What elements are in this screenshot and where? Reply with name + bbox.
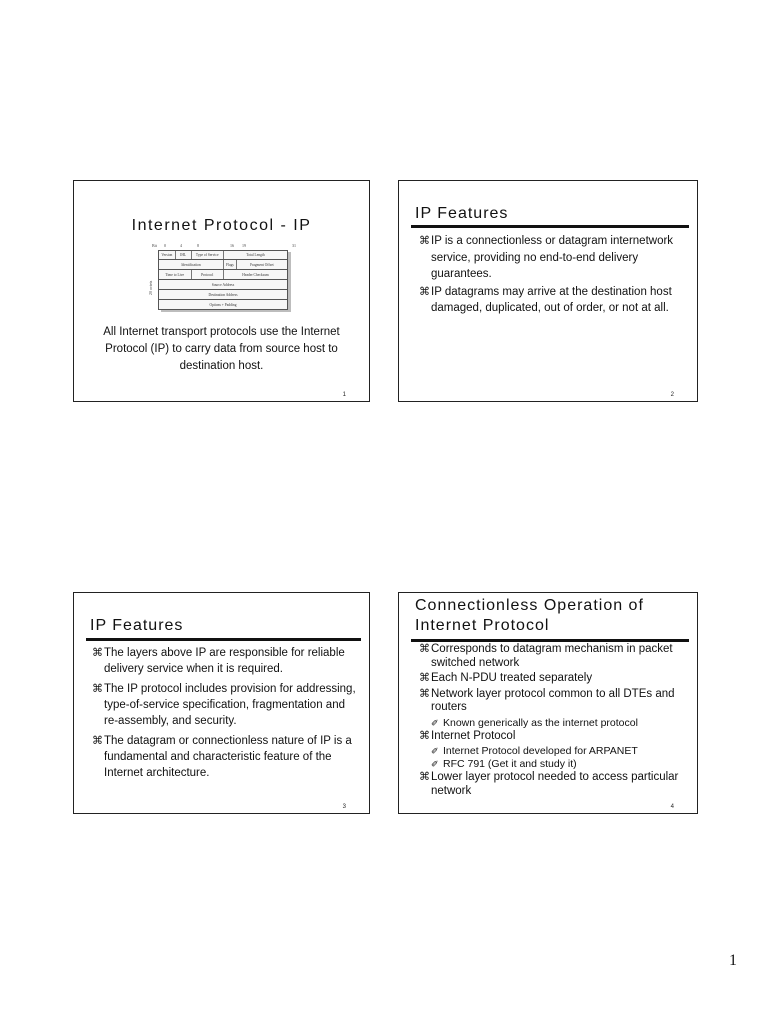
slide-2 bbox=[398, 180, 698, 402]
bullet-text: Each N-PDU treated separately bbox=[431, 672, 593, 684]
header-field: Time to Live bbox=[159, 270, 192, 279]
slide-number: 3 bbox=[342, 804, 346, 810]
bullet-text: IP is a connectionless or datagram internetwork service, providing no end-to-end delivery guarantees. bbox=[431, 235, 674, 280]
title-divider bbox=[411, 225, 689, 228]
header-row bbox=[158, 260, 288, 270]
sub-bullet-item bbox=[417, 758, 689, 771]
title-divider bbox=[411, 639, 689, 642]
bit-label: Bit bbox=[152, 243, 157, 248]
sub-bullet-text: RFC 791 (Get it and study it) bbox=[443, 758, 577, 770]
slide-title: IP Features bbox=[415, 205, 509, 222]
sub-bullet-text: Internet Protocol developed for ARPANET bbox=[443, 745, 638, 757]
header-row bbox=[158, 250, 288, 260]
slide-title: IP Features bbox=[90, 617, 184, 634]
side-label: 20 octets bbox=[148, 280, 153, 295]
slide-caption: All Internet transport protocols use the Internet Protocol (IP) to carry data from source host to destination host. bbox=[103, 326, 340, 372]
header-field: Header Checksum bbox=[242, 272, 269, 277]
slide-number: 2 bbox=[670, 392, 674, 398]
header-field: Identification bbox=[159, 260, 224, 269]
slide-number: 1 bbox=[342, 392, 346, 398]
header-field: Type of Service bbox=[192, 251, 225, 259]
bullet-text: The datagram or connectionless nature of IP is a fundamental and characteristic feature of the Internet architecture. bbox=[104, 735, 352, 779]
bullet-item bbox=[90, 681, 359, 729]
slide-title: Connectionless Operation of Internet Protocol bbox=[415, 597, 644, 634]
slide-3 bbox=[73, 592, 370, 814]
page-number: 1 bbox=[729, 952, 737, 969]
bullet-item bbox=[417, 730, 689, 744]
header-row bbox=[158, 270, 288, 280]
bit-tick: 8 bbox=[197, 243, 199, 248]
header-field: Options + Padding bbox=[209, 302, 237, 307]
bullet-text: The layers above IP are responsible for reliable delivery service when it is required. bbox=[104, 647, 345, 675]
header-field: Flags bbox=[224, 260, 237, 269]
bullet-text: Internet Protocol bbox=[431, 729, 516, 742]
bullet-text: IP datagrams may arrive at the destination host damaged, duplicated, out of order, or not at all. bbox=[431, 285, 672, 314]
header-field: Total Length bbox=[246, 253, 265, 257]
bullet-item bbox=[417, 233, 681, 283]
slide-number: 4 bbox=[670, 804, 674, 810]
header-field: Source Address bbox=[211, 282, 235, 287]
slide-title: Internet Protocol - IP bbox=[131, 217, 312, 234]
bullet-list bbox=[90, 645, 359, 785]
bit-tick: 0 bbox=[164, 243, 166, 248]
bit-tick: 4 bbox=[180, 243, 182, 248]
ip-header-diagram bbox=[144, 243, 296, 321]
bullet-item bbox=[90, 645, 359, 677]
bullet-item bbox=[90, 733, 359, 781]
sub-bullet-item bbox=[417, 717, 689, 730]
sub-bullet-text: Known generically as the internet protocol bbox=[443, 716, 638, 729]
bit-tick: 16 bbox=[230, 243, 234, 248]
bullet-item bbox=[417, 284, 681, 317]
header-row bbox=[158, 290, 288, 300]
header-grid bbox=[158, 250, 288, 310]
header-field: Fragment Offset bbox=[250, 262, 274, 267]
bullet-item bbox=[417, 643, 689, 670]
bullet-text: Corresponds to datagram mechanism in packet switched network bbox=[431, 643, 673, 669]
bullet-item bbox=[417, 771, 689, 798]
sub-bullet-item bbox=[417, 745, 689, 758]
bullet-list bbox=[417, 233, 681, 318]
bullet-text: Lower layer protocol needed to access particular network bbox=[431, 771, 679, 797]
bullet-item bbox=[417, 672, 689, 686]
title-divider bbox=[86, 638, 361, 641]
header-field: IHL bbox=[176, 251, 192, 259]
bullet-text: The IP protocol includes provision for addressing, type-of-service specification, fragmentation and re-assembly, and security. bbox=[104, 683, 356, 727]
bullet-text: Network layer protocol common to all DTEs and routers bbox=[431, 687, 675, 713]
header-field: Protocol bbox=[192, 270, 225, 279]
header-field: Destination Address bbox=[208, 292, 238, 297]
bullet-list bbox=[417, 643, 689, 800]
header-row bbox=[158, 300, 288, 310]
bullet-item bbox=[417, 688, 689, 715]
bit-tick: 19 bbox=[242, 243, 246, 248]
header-row bbox=[158, 280, 288, 290]
bit-scale bbox=[152, 243, 296, 249]
slide-1 bbox=[73, 180, 370, 402]
bit-tick: 31 bbox=[292, 243, 296, 248]
slide-4 bbox=[398, 592, 698, 814]
header-field: Version bbox=[159, 251, 176, 259]
